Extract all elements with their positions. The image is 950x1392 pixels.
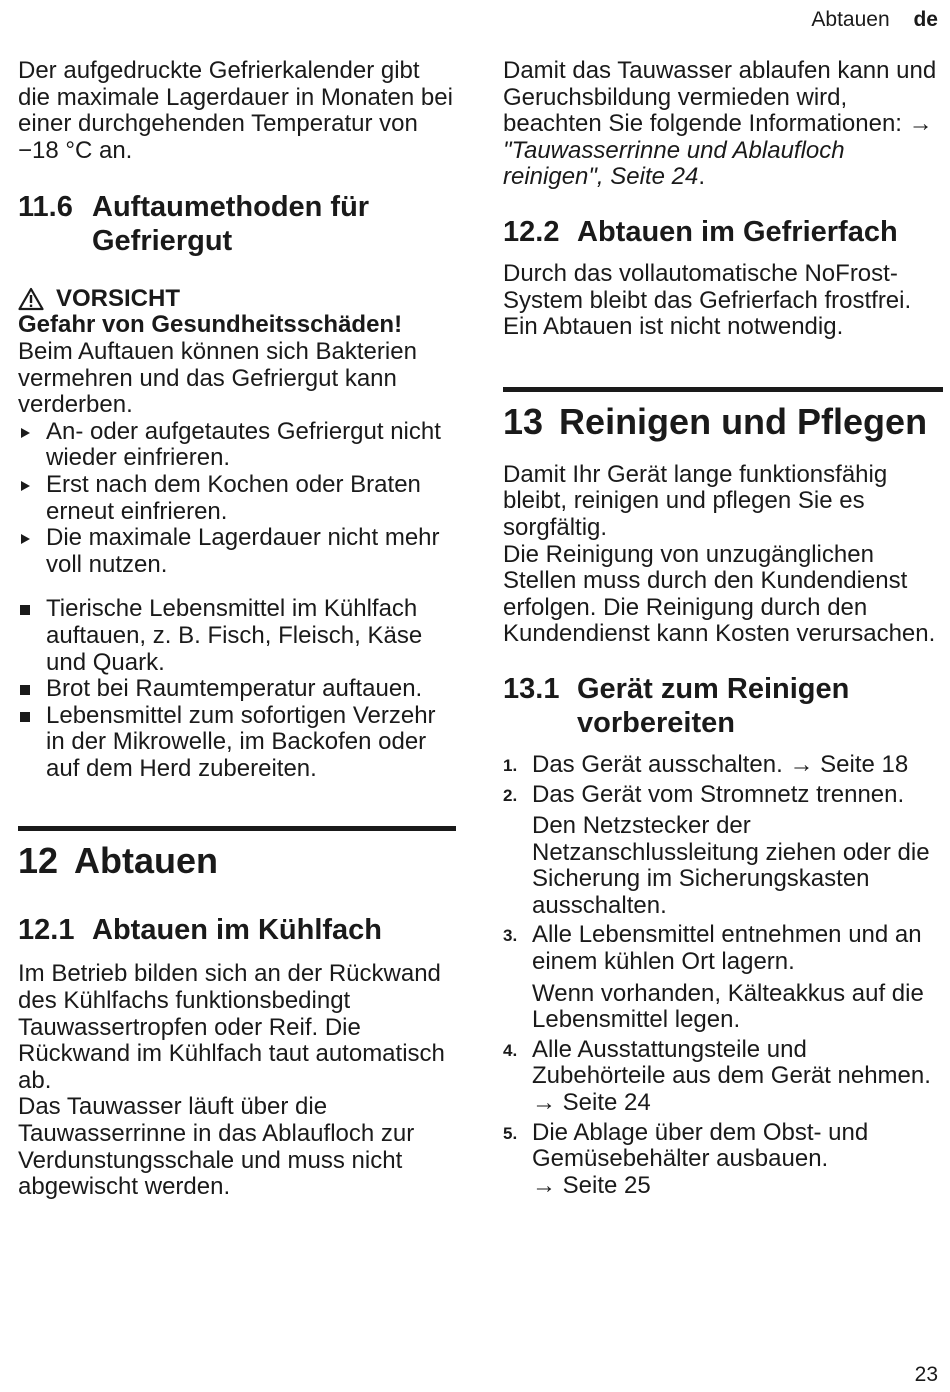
step-number: 3.: [503, 926, 518, 946]
list-item: Brot bei Raumtemperatur auftauen.: [18, 676, 456, 703]
warning-label-row: [18, 286, 456, 312]
defrost-info-intro: Damit das Tauwasser ablaufen kann und Geruchsbildung vermieden wird, beachten Sie folgende Informationen:: [503, 57, 937, 138]
warning-text: Beim Auftauen können sich Bakterien vermehren und das Gefriergut kann verderben.: [18, 337, 417, 419]
section-number: 12.1: [18, 914, 75, 947]
header-language: de: [913, 8, 938, 31]
list-item: Erst nach dem Kochen oder Braten erneut einfrieren.: [18, 472, 456, 525]
defrost-info-text: Damit das Tauwasser ablaufen kann und Geruchsbildung vermieden wird, beachten Sie folgende Informationen: → "Tauwasserrinne und Ablaufloch reinigen", Seite 24.: [503, 57, 937, 191]
arrow-right-icon: →: [532, 1171, 556, 1199]
section-12-1-text-1: Im Betrieb bilden sich an der Rückwand des Kühlfachs funktionsbedingt Tauwassertropfen oder Reif. Die Rückwand im Kühlfach taut automatisch ab.: [18, 960, 445, 1094]
chapter-divider: [503, 387, 943, 392]
step-page-link[interactable]: → Seite 18: [789, 750, 909, 778]
arrow-right-icon: →: [532, 1089, 556, 1117]
step-text: Alle Lebensmittel entnehmen und an einem kühlen Ort lagern.: [532, 921, 922, 976]
section-number: 11.6: [18, 191, 73, 224]
freezer-calendar-text: Der aufgedruckte Gefrierkalender gibt die maximale Lagerdauer in Monaten bei einer durchgehenden Temperatur von −18 °C an.: [18, 57, 453, 164]
step-item: [503, 1120, 943, 1200]
chapter-12-heading: [18, 839, 456, 883]
chapter-number: 12: [18, 840, 59, 882]
section-13-1-heading: [503, 672, 943, 740]
chapter-13-text-2: Die Reinigung von unzugänglichen Stellen muss durch den Kundendienst erfolgen. Die Reinigung durch den Kundendienst kann Kosten verursachen.: [503, 540, 936, 648]
step-text: Das Gerät ausschalten.: [532, 750, 783, 778]
step-text: Alle Ausstattungsteile und Zubehörteile aus dem Gerät nehmen.: [532, 1035, 931, 1090]
arrow-right-icon: →: [789, 750, 814, 778]
header-section: Abtauen: [811, 8, 890, 31]
step-item: [503, 922, 943, 1033]
step-number: 5.: [503, 1123, 518, 1143]
list-item: Die maximale Lagerdauer nicht mehr voll nutzen.: [18, 525, 456, 578]
list-item: Lebensmittel zum sofortigen Verzehr in der Mikrowelle, im Backofen oder auf dem Herd zubereiten.: [18, 703, 456, 783]
step-item: [503, 1037, 943, 1117]
warning-heading: Gefahr von Gesundheitsschäden!: [18, 311, 403, 339]
page-number: 23: [914, 1363, 938, 1386]
chapter-title: Abtauen: [74, 840, 219, 882]
preparation-steps: [503, 752, 943, 1200]
section-12-1-heading: [18, 913, 456, 947]
chapter-divider: [18, 826, 456, 831]
section-11-6-heading: [18, 190, 456, 258]
step-page-link[interactable]: → Seite 25: [532, 1171, 651, 1199]
section-title: Abtauen im Kühlfach: [92, 914, 383, 947]
defrost-info-link[interactable]: → "Tauwasserrinne und Ablaufloch reinigen", Seite 24: [503, 110, 933, 191]
section-12-1-text-2: Das Tauwasser läuft über die Tauwasserrinne in das Ablaufloch zur Verdunstungsschale und muss nicht abgewischt werden.: [18, 1093, 415, 1201]
section-number: 13.1: [503, 672, 560, 705]
step-item: [503, 782, 943, 920]
thawing-methods-list: [18, 596, 456, 782]
section-title: Abtauen im Gefrierfach: [577, 215, 898, 248]
step-detail: Wenn vorhanden, Kälteakkus auf die Lebensmittel legen.: [532, 979, 924, 1034]
section-12-2-text: Durch das vollautomatische NoFrost-System bleibt das Gefrierfach frostfrei. Ein Abtauen ist nicht notwendig.: [503, 259, 912, 341]
step-page-link[interactable]: → Seite 24: [532, 1089, 651, 1117]
section-title: Auftaumethoden für Gefriergut: [92, 191, 370, 258]
step-detail: Den Netzstecker der Netzanschlussleitung ziehen oder die Sicherung im Sicherungskasten ausschalten.: [532, 812, 930, 919]
chapter-13-heading: [503, 400, 943, 444]
section-12-2-heading: [503, 215, 943, 249]
step-number: 2.: [503, 785, 518, 805]
section-number: 12.2: [503, 215, 560, 248]
chapter-title: Reinigen und Pflegen: [559, 400, 928, 442]
step-item: [503, 752, 943, 779]
step-number: 4.: [503, 1040, 518, 1060]
warning-triangle-icon: [18, 287, 44, 311]
step-text: Das Gerät vom Stromnetz trennen.: [532, 780, 905, 808]
chapter-number: 13: [503, 400, 544, 442]
page-header: [811, 8, 938, 32]
left-column: [18, 58, 456, 1201]
section-title: Gerät zum Reinigen vorbereiten: [577, 672, 850, 739]
chapter-13-text-1: Damit Ihr Gerät lange funktionsfähig bleibt, reinigen und pflegen Sie es sorgfältig.: [503, 460, 888, 541]
step-text: Die Ablage über dem Obst- und Gemüsebehälter ausbauen.: [532, 1118, 869, 1173]
list-item: An- oder aufgetautes Gefriergut nicht wieder einfrieren.: [18, 419, 456, 472]
step-number: 1.: [503, 755, 518, 775]
right-column: [503, 58, 943, 1202]
warning-list: [18, 419, 456, 579]
warning-label: VORSICHT: [56, 285, 181, 313]
list-item: Tierische Lebensmittel im Kühlfach auftauen, z. B. Fisch, Fleisch, Käse und Quark.: [18, 596, 456, 676]
